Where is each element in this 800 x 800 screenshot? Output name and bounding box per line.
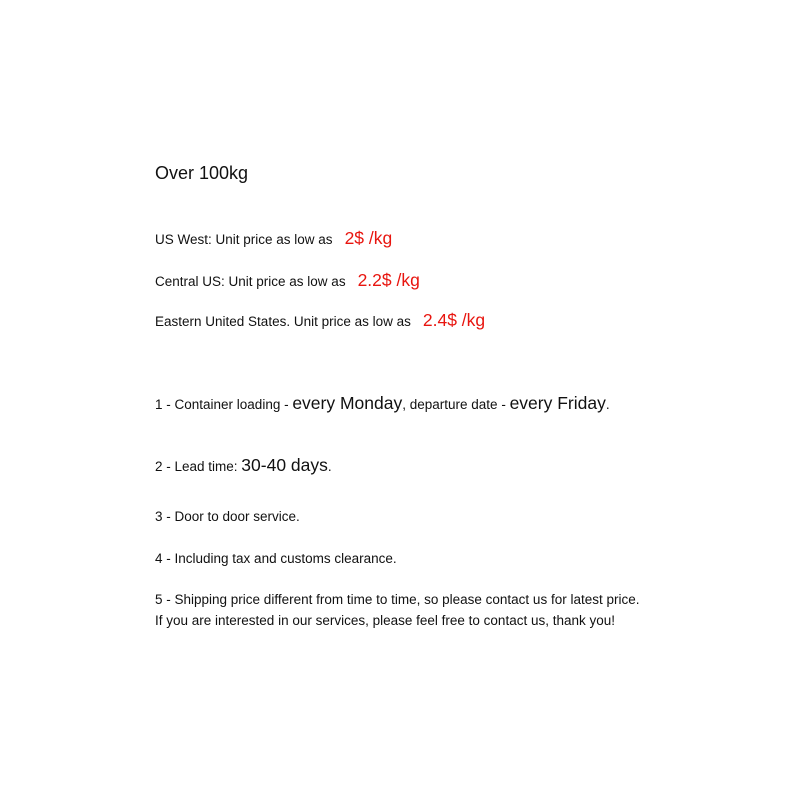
note-text: 1 - Container loading - bbox=[155, 397, 293, 412]
note-price-changes: 5 - Shipping price different from time to time, so please contact us for latest price. bbox=[155, 592, 640, 607]
price-label: US West: Unit price as low as bbox=[155, 232, 333, 247]
note-door-to-door: 3 - Door to door service. bbox=[155, 509, 300, 524]
price-value: 2.2$ /kg bbox=[357, 270, 420, 290]
price-label: Central US: Unit price as low as bbox=[155, 274, 346, 289]
weight-heading: Over 100kg bbox=[155, 163, 249, 183]
lead-time-value: 30-40 days bbox=[241, 455, 328, 475]
price-value: 2$ /kg bbox=[344, 228, 393, 248]
note-text: . bbox=[605, 397, 610, 412]
note-text: 2 - Lead time: bbox=[155, 459, 242, 474]
note-tax-customs: 4 - Including tax and customs clearance. bbox=[155, 551, 397, 566]
closing-message: If you are interested in our services, please feel free to contact us, thank you! bbox=[155, 613, 616, 628]
note-container-loading bbox=[155, 393, 610, 414]
price-row-us-west bbox=[155, 228, 392, 249]
price-row-central-us bbox=[155, 270, 420, 291]
price-label: Eastern United States. Unit price as low as bbox=[155, 314, 411, 329]
price-value: 2.4$ /kg bbox=[422, 310, 486, 330]
departure-day: every Friday bbox=[509, 393, 606, 413]
price-row-eastern-us bbox=[155, 310, 485, 331]
note-text: , departure date - bbox=[402, 397, 510, 412]
note-lead-time bbox=[155, 455, 332, 476]
note-text: . bbox=[327, 459, 332, 474]
shipping-info-document bbox=[155, 0, 775, 800]
loading-day: every Monday bbox=[292, 393, 403, 413]
